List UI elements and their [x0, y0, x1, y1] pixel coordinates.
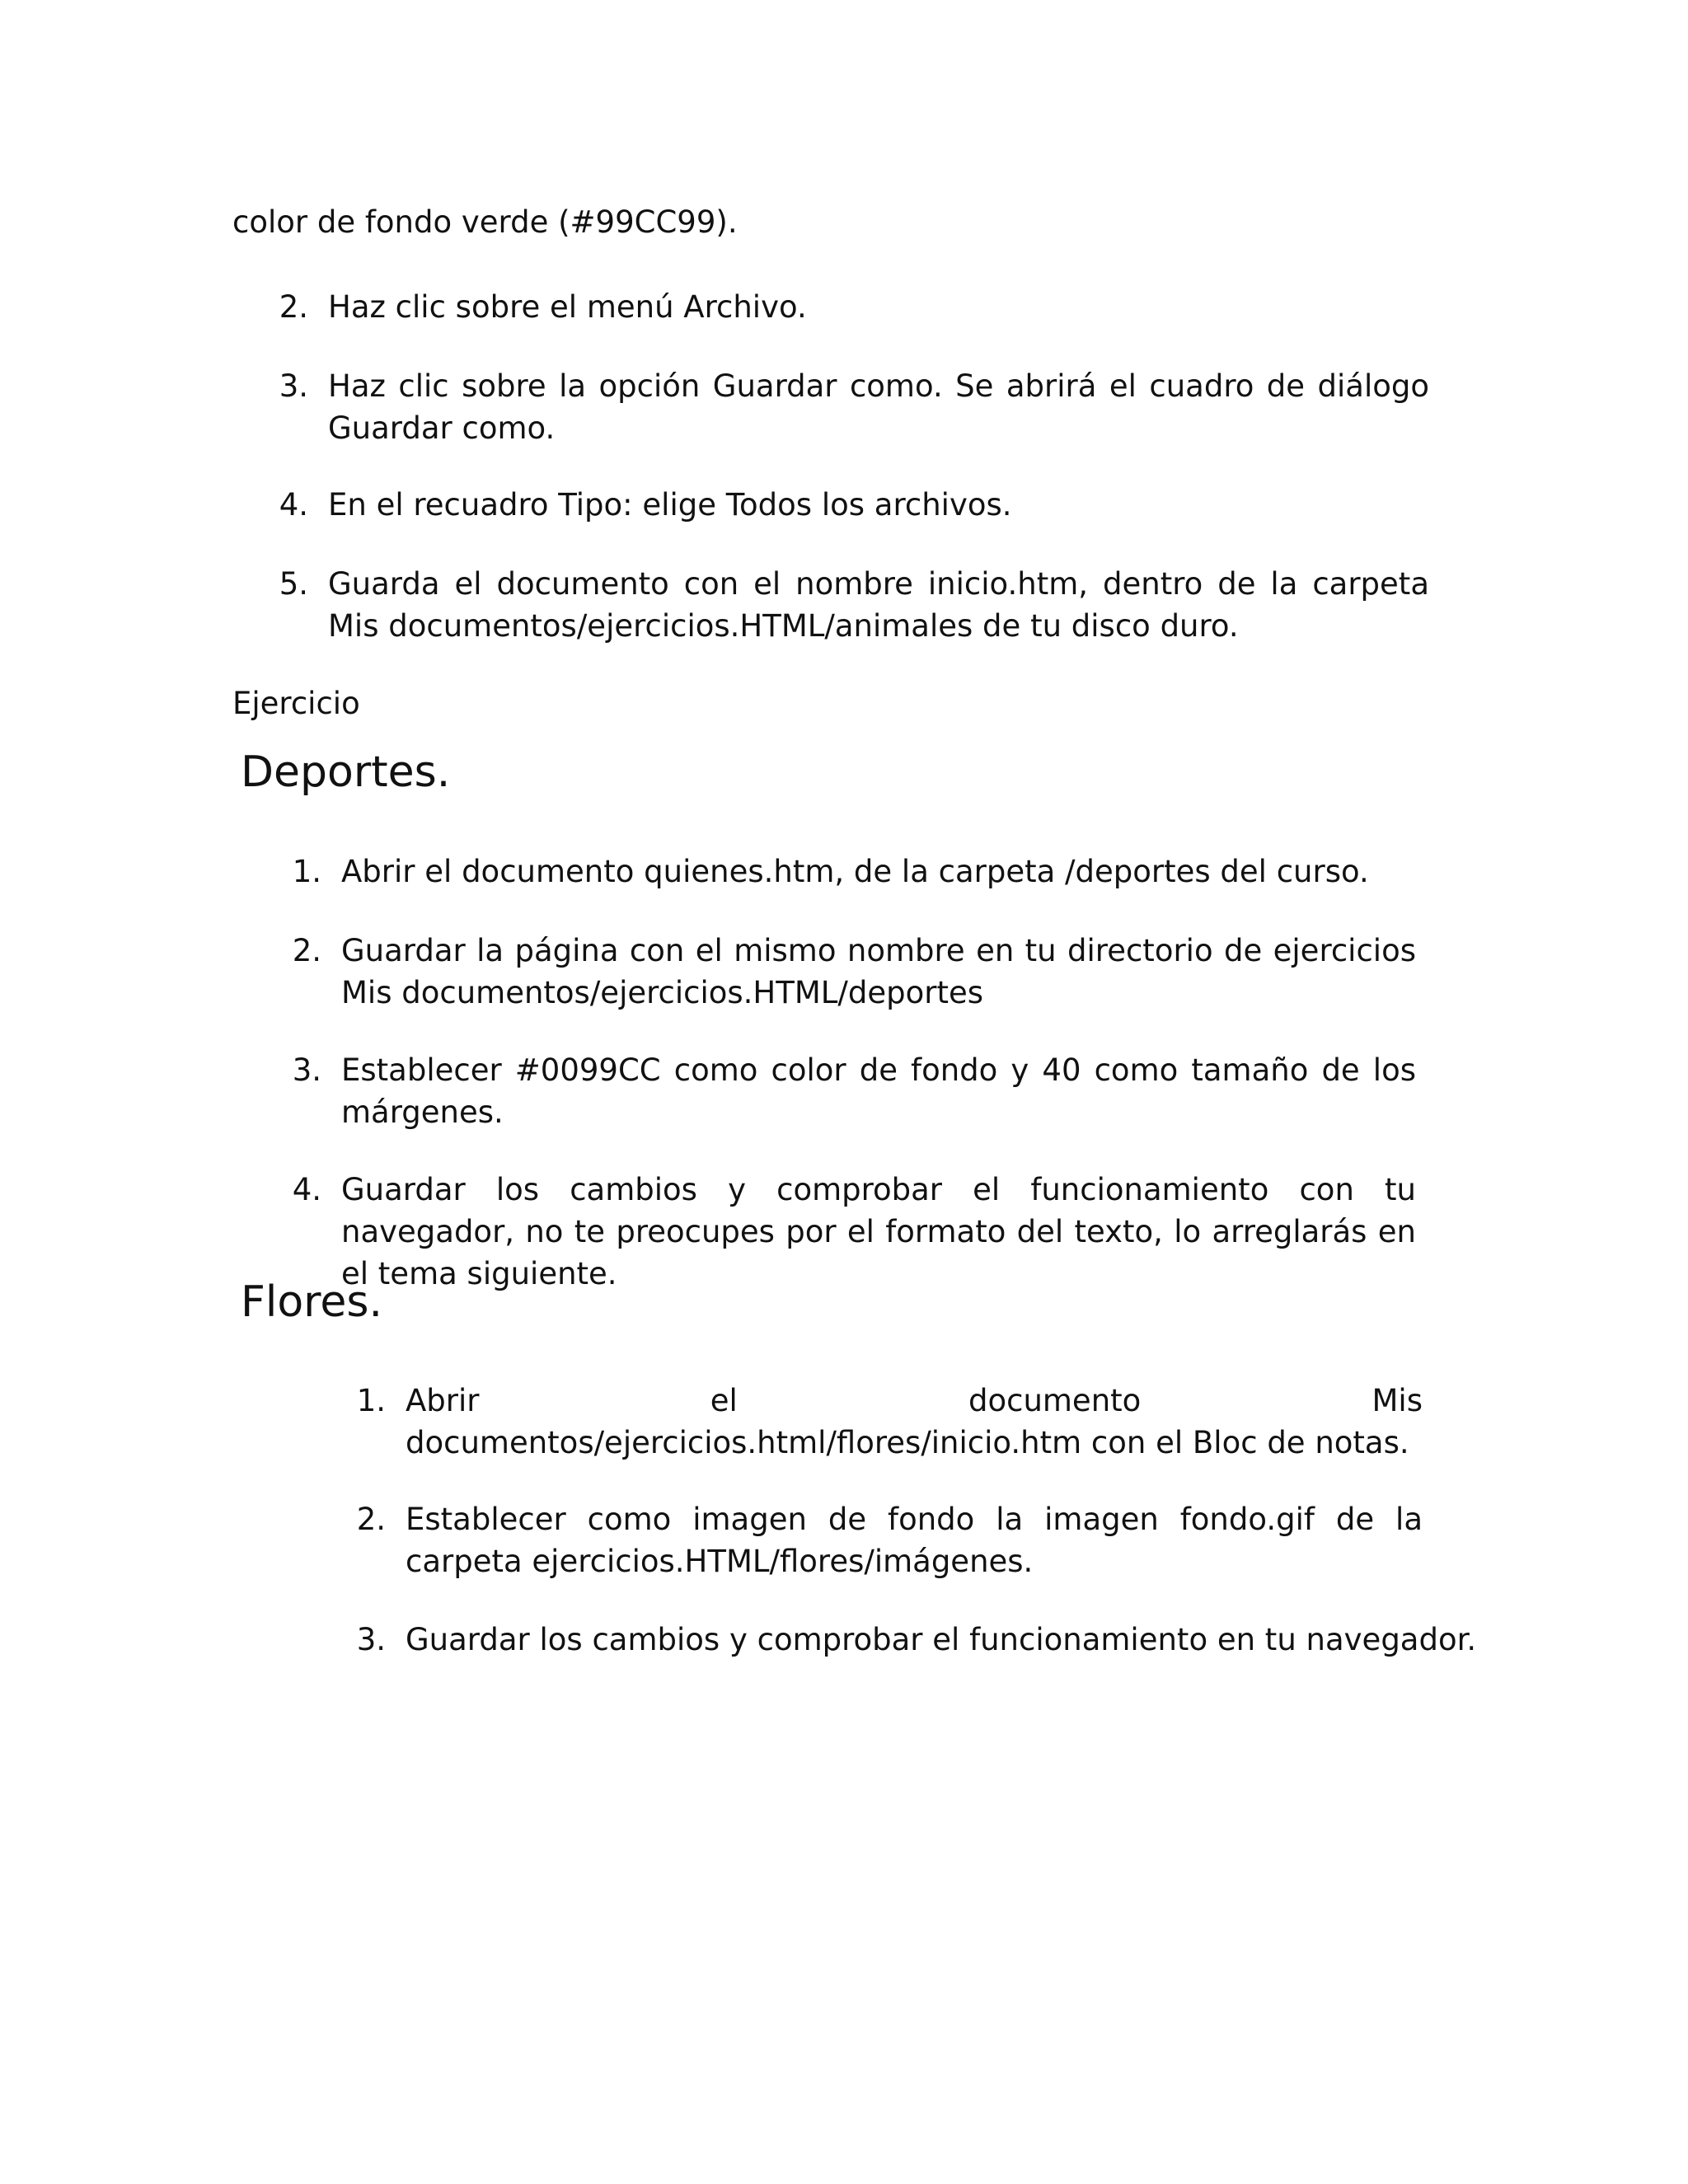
list-item-text: Guarda el documento con el nombre inicio.htm, dentro de la carpeta Mis documentos/ejercicios.HTML/animales de tu disco duro.	[328, 566, 1429, 644]
list-item-text: Haz clic sobre la opción Guardar como. Se abrirá el cuadro de diálogo Guardar como.	[328, 368, 1429, 446]
list-item-number: 2.	[279, 289, 308, 325]
list-item-number: 3.	[292, 1052, 321, 1088]
list-item-number: 1.	[292, 854, 321, 889]
list-item-text: Haz clic sobre el menú Archivo.	[328, 289, 807, 325]
list-item-text: Guardar la página con el mismo nombre en tu directorio de ejercicios Mis documentos/ejercicios.HTML/deportes	[341, 933, 1416, 1010]
list-item-number: 3.	[356, 1622, 386, 1657]
list-item-text: Abrir el documento Mis documentos/ejercicios.html/flores/inicio.htm con el Bloc de notas.	[406, 1383, 1423, 1460]
list-item-text: Establecer como imagen de fondo la imagen fondo.gif de la carpeta ejercicios.HTML/flores/imágenes.	[406, 1502, 1423, 1579]
exercise-label: Ejercicio	[232, 686, 360, 721]
list-item-text: Abrir el documento quienes.htm, de la carpeta /deportes del curso.	[341, 854, 1369, 889]
intro-continuation-text: color de fondo verde (#99CC99).	[232, 204, 738, 240]
deportes-heading: Deportes.	[241, 748, 451, 797]
list-item-text: En el recuadro Tipo: elige Todos los archivos.	[328, 487, 1012, 523]
list-item-text: Guardar los cambios y comprobar el funcionamiento en tu navegador.	[406, 1622, 1477, 1657]
list-item-text: Establecer #0099CC como color de fondo y 40 como tamaño de los márgenes.	[341, 1052, 1416, 1130]
list-item-number: 4.	[292, 1172, 321, 1207]
list-item-number: 1.	[356, 1383, 386, 1418]
flores-heading: Flores.	[241, 1277, 383, 1327]
list-item-number: 4.	[279, 487, 308, 523]
list-item-number: 5.	[279, 566, 308, 602]
list-item-number: 2.	[292, 933, 321, 968]
list-item-number: 2.	[356, 1502, 386, 1537]
list-item-number: 3.	[279, 368, 308, 404]
list-item-text: Guardar los cambios y comprobar el funcionamiento con tu navegador, no te preocupes por el formato del texto, lo arreglarás en el tema siguiente.	[341, 1172, 1416, 1291]
